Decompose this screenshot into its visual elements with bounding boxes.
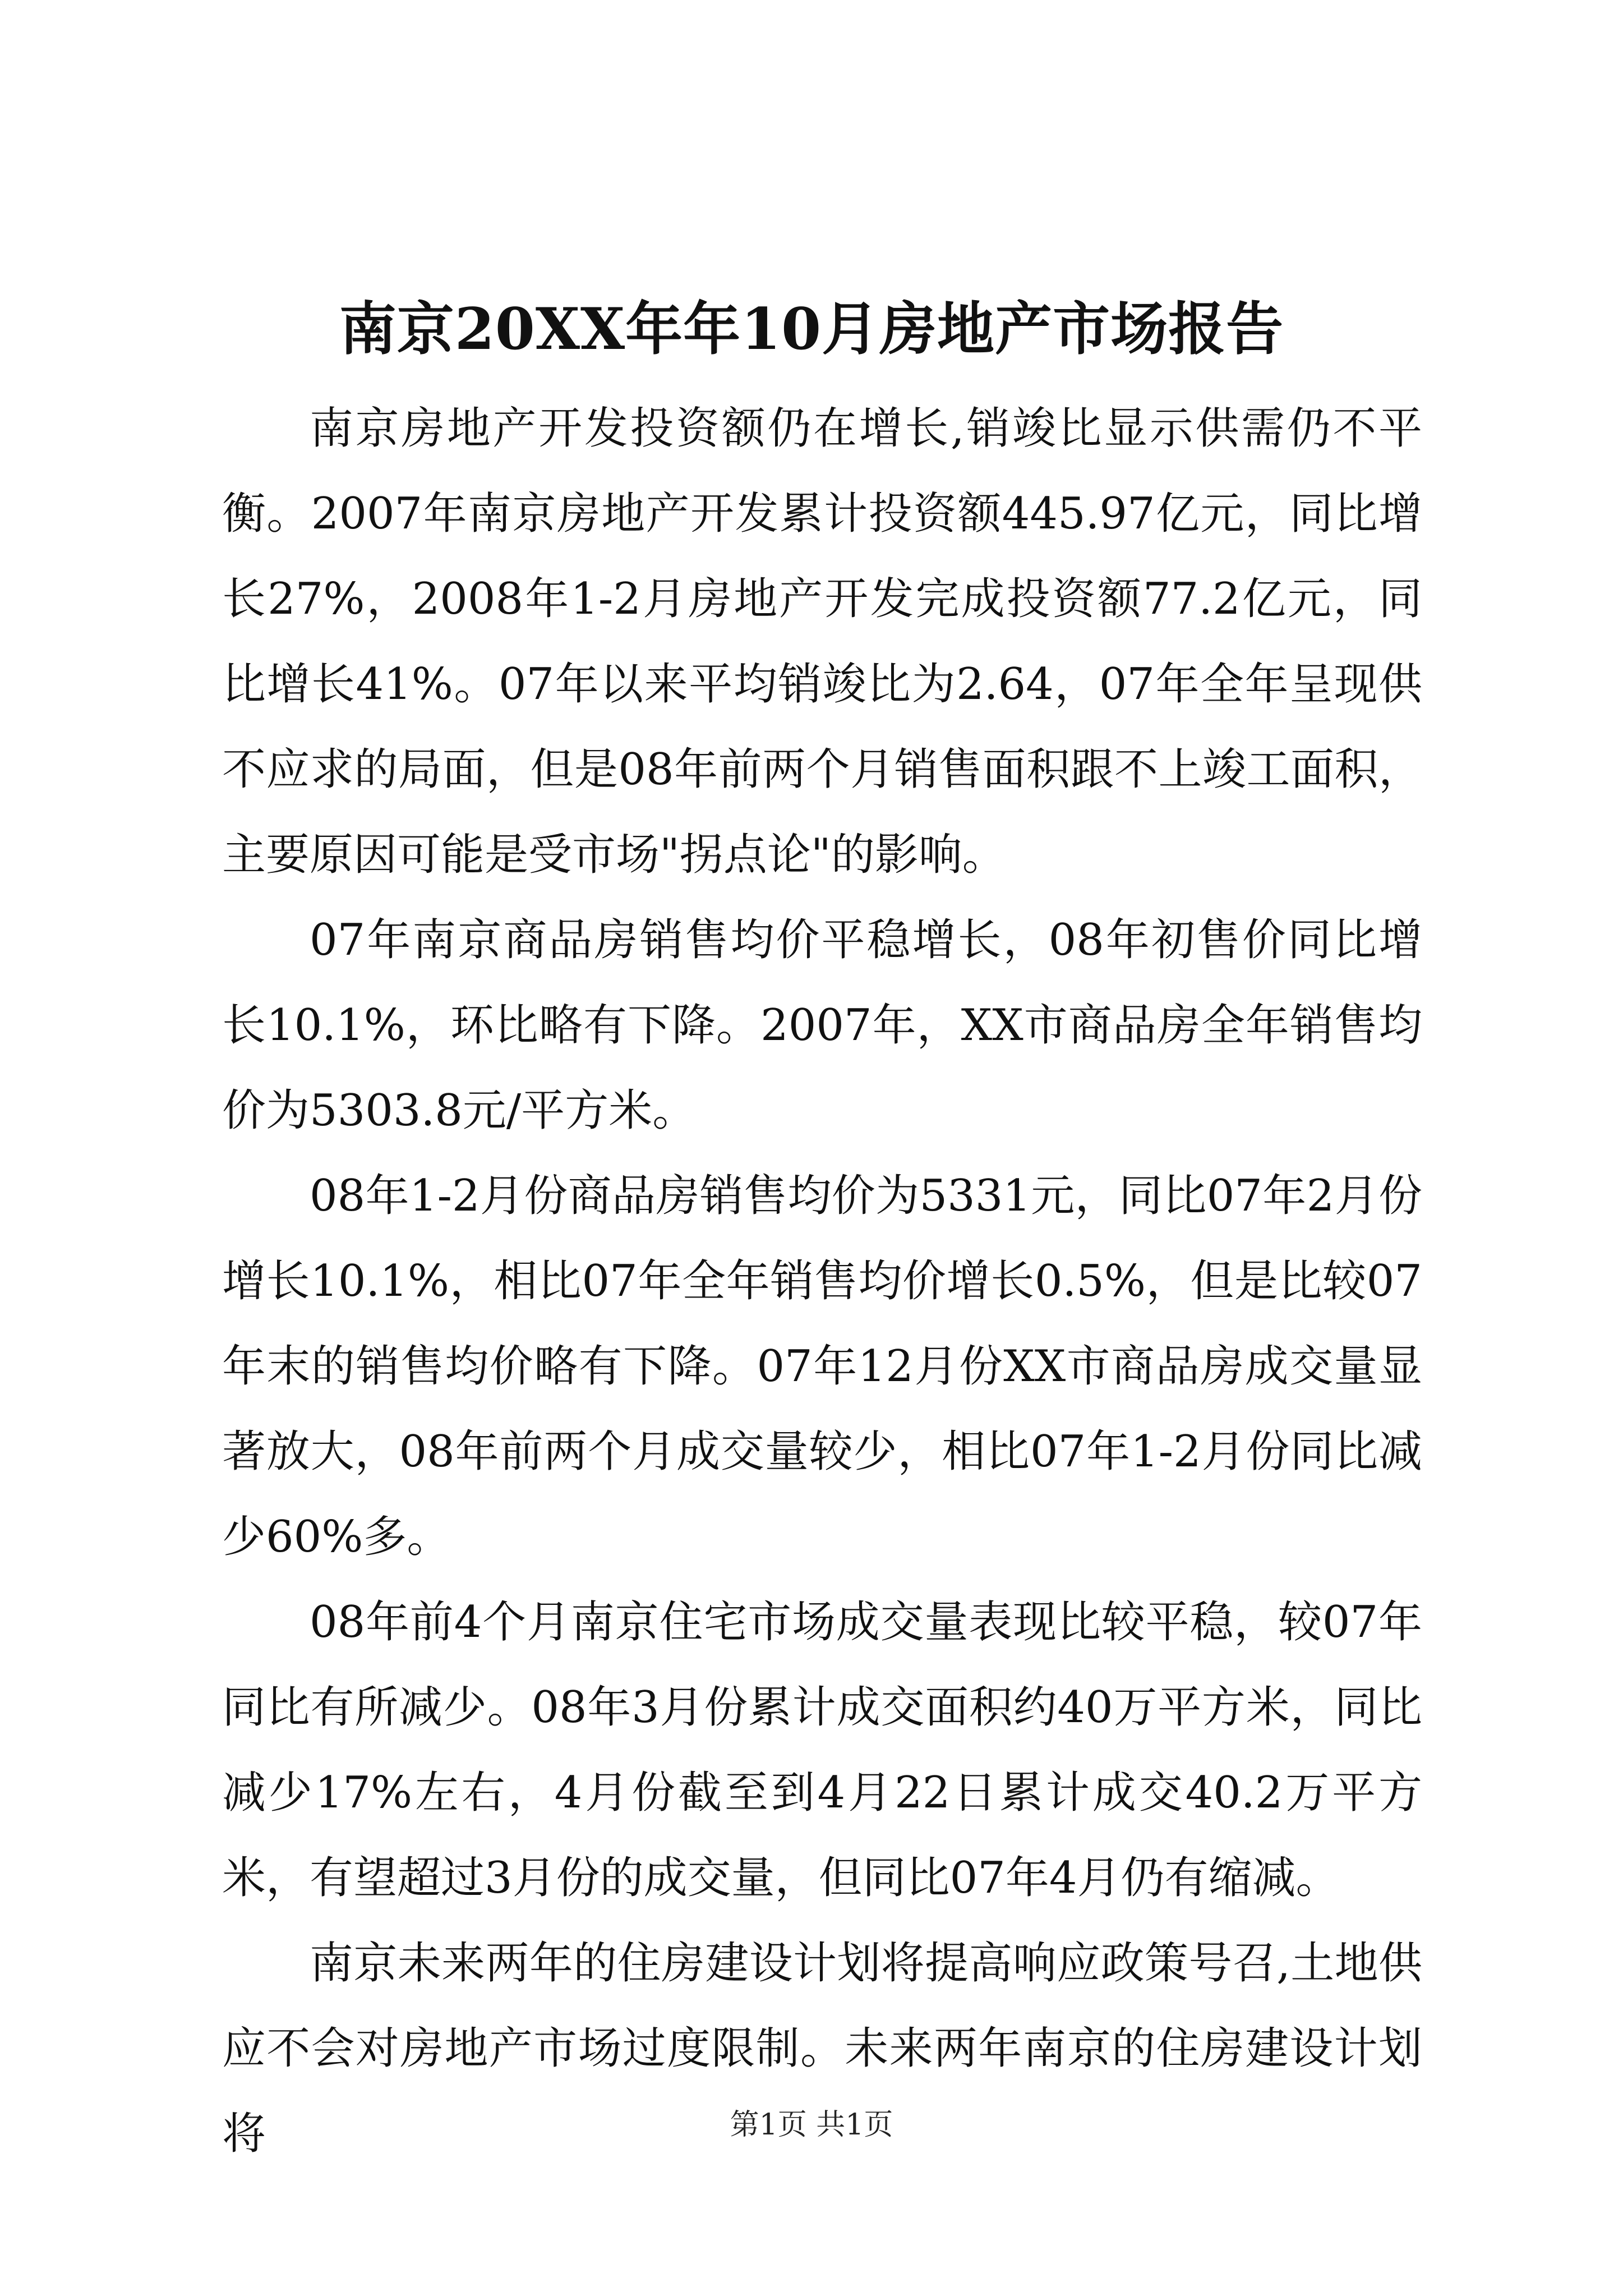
paragraph: 南京房地产开发投资额仍在增长,销竣比显示供需仍不平衡。2007年南京房地产开发累计投资额445.97亿元，同比增长27%，2008年1-2月房地产开发完成投资额77.2亿元，同比增长41%。07年以来平均销竣比为2.64，07年全年呈现供不应求的局面，但是08年前两个月销售面积跟不上竣工面积，主要原因可能是受市场"拐点论"的影响。	[222, 403, 1422, 880]
paragraph: 南京未来两年的住房建设计划将提高响应政策号召,土地供应不会对房地产市场过度限制。未来两年南京的住房建设计划将	[222, 1938, 1422, 2159]
paragraph: 07年南京商品房销售均价平稳增长，08年初售价同比增长10.1%，环比略有下降。2007年，XX市商品房全年销售均价为5303.8元/平方米。	[222, 915, 1422, 1136]
paragraph: 08年1-2月份商品房销售均价为5331元，同比07年2月份增长10.1%，相比07年全年销售均价增长0.5%，但是比较07年末的销售均价略有下降。07年12月份XX市商品房成交量显著放大，08年前两个月成交量较少，相比07年1-2月份同比减少60%多。	[222, 1171, 1422, 1562]
document-title: 南京20XX年年10月房地产市场报告	[339, 296, 1284, 363]
page-footer: 第1页 共1页	[730, 2108, 893, 2142]
paragraph: 08年前4个月南京住宅市场成交量表现比较平稳，较07年同比有所减少。08年3月份累计成交面积约40万平方米，同比减少17%左右，4月份截至到4月22日累计成交40.2万平方米，有望超过3月份的成交量，但同比07年4月仍有缩减。	[222, 1597, 1422, 1903]
document-body	[222, 386, 1422, 2177]
